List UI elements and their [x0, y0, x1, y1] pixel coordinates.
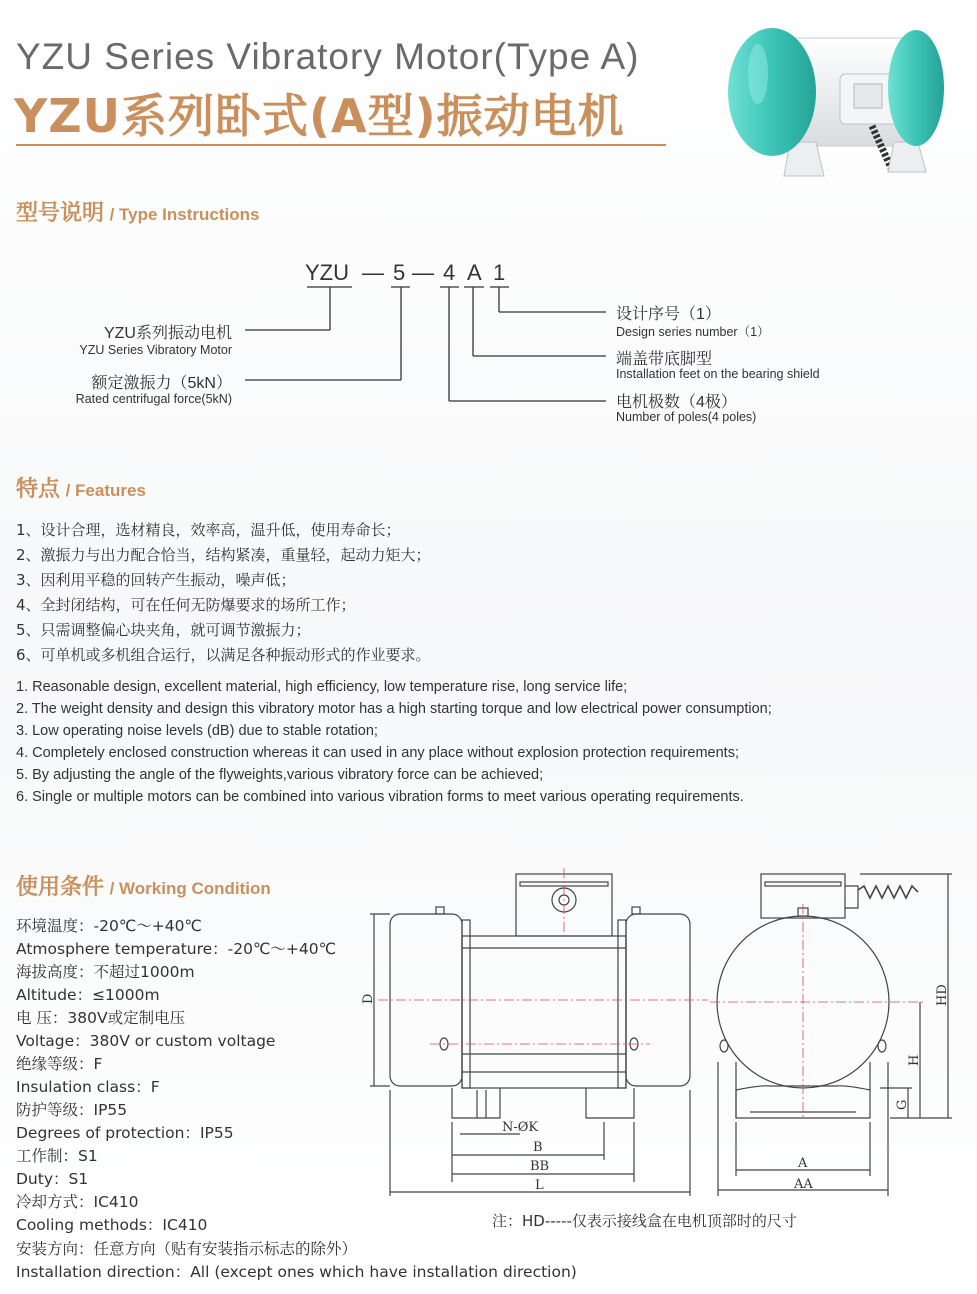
feature-cn-item: 3、因利用平稳的回转产生振动，噪声低；	[16, 571, 296, 589]
dim-label-l: L	[535, 1178, 544, 1193]
section-title-working	[16, 870, 271, 901]
title-english: YZU Series Vibratory Motor(Type A)	[16, 36, 640, 77]
feature-cn-item: 1、设计合理，选材精良，效率高，温升低，使用寿命长；	[16, 521, 401, 539]
condition-item: Degrees of protection：IP55	[16, 1124, 234, 1142]
code-part-poles: 4	[443, 260, 456, 285]
label-install-feet-en: Installation feet on the bearing shield	[616, 367, 820, 381]
condition-item: Altitude：≤1000m	[16, 986, 160, 1004]
dim-label-aa: AA	[794, 1177, 813, 1192]
condition-item: 冷却方式：IC410	[16, 1193, 139, 1211]
section-title-working-cn: 使用条件	[16, 875, 105, 900]
code-part-series: 1	[493, 260, 506, 285]
label-rated-force-cn: 额定激振力（5kN）	[91, 375, 232, 392]
condition-item: Duty：S1	[16, 1170, 89, 1188]
label-motor-series-cn: YZU系列振动电机	[103, 325, 232, 342]
label-design-series-en: Design series number（1）	[616, 325, 770, 339]
dim-label-h: H	[907, 1054, 922, 1066]
dim-label-d: D	[361, 993, 376, 1004]
condition-item: 环境温度：-20℃～+40℃	[16, 917, 202, 935]
code-part-yzu: YZU	[305, 260, 349, 285]
feature-cn-item: 5、只需调整偏心块夹角，就可调节激振力；	[16, 621, 311, 639]
title-chinese: YZU系列卧式(A型)振动电机	[14, 89, 625, 143]
condition-item: Installation direction：All (except ones which have installation direction)	[16, 1263, 577, 1281]
dim-label-nk: N-ØK	[502, 1120, 539, 1135]
condition-item: Cooling methods：IC410	[16, 1216, 208, 1234]
code-part-type: A	[467, 260, 482, 285]
section-title-type	[16, 196, 259, 227]
label-design-series-cn: 设计序号（1）	[616, 306, 721, 323]
section-title-features	[16, 472, 146, 503]
condition-item: Insulation class：F	[16, 1078, 160, 1096]
section-title-features-en: / Features	[65, 481, 146, 500]
condition-item: 安装方向：任意方向（贴有安装指示标志的除外）	[16, 1240, 358, 1258]
dim-label-bb: BB	[530, 1159, 550, 1174]
drawing-note: 注：HD-----仅表示接线盒在电机顶部时的尺寸	[492, 1212, 797, 1230]
condition-item: 工作制：S1	[16, 1147, 98, 1165]
label-motor-series-en: YZU Series Vibratory Motor	[79, 343, 232, 357]
feature-en-item: 3. Low operating noise levels (dB) due to stable rotation;	[16, 723, 378, 739]
title-divider	[16, 144, 666, 146]
condition-item: 绝缘等级：F	[16, 1055, 103, 1073]
condition-item: 电 压：380V或定制电压	[16, 1009, 186, 1027]
motor-product-image	[722, 14, 950, 184]
condition-item: 防护等级：IP55	[16, 1101, 128, 1119]
section-title-type-en: / Type Instructions	[109, 205, 260, 224]
feature-en-item: 5. By adjusting the angle of the flyweights,various vibratory force can be achieved;	[16, 767, 544, 783]
feature-cn-item: 6、可单机或多机组合运行，以满足各种振动形式的作业要求。	[16, 646, 431, 664]
dim-label-a: A	[798, 1156, 808, 1171]
label-install-feet-cn: 端盖带底脚型	[616, 351, 713, 368]
feature-cn-item: 4、全封闭结构，可在任何无防爆要求的场所工作；	[16, 596, 356, 614]
section-title-features-cn: 特点	[16, 477, 61, 502]
dim-label-g: G	[895, 1099, 910, 1110]
section-title-type-cn: 型号说明	[16, 201, 105, 226]
code-part-force: 5	[393, 260, 406, 285]
feature-en-item: 4. Completely enclosed construction whereas it can used in any place without explosion protection requirements;	[16, 745, 739, 761]
condition-item: 海拔高度：不超过1000m	[16, 963, 195, 981]
feature-en-item: 1. Reasonable design, excellent material, high efficiency, low temperature rise, long service life;	[16, 679, 628, 695]
motor-dimension-drawing	[360, 864, 960, 1204]
label-poles-en: Number of poles(4 poles)	[616, 410, 757, 424]
section-title-working-en: / Working Condition	[109, 879, 271, 898]
code-dash-2: —	[412, 260, 434, 285]
dim-label-hd: HD	[935, 984, 950, 1006]
condition-item: Atmosphere temperature：-20℃～+40℃	[16, 940, 337, 958]
feature-cn-item: 2、激振力与出力配合恰当，结构紧凑，重量轻，起动力矩大；	[16, 546, 431, 564]
label-poles-cn: 电机极数（4极）	[616, 394, 737, 411]
dim-label-b: B	[533, 1140, 543, 1155]
label-rated-force-en: Rated centrifugal force(5kN)	[75, 392, 232, 406]
feature-en-item: 6. Single or multiple motors can be combined into various vibration forms to meet various operating requirements.	[16, 789, 744, 805]
code-dash-1: —	[362, 260, 384, 285]
condition-item: Voltage：380V or custom voltage	[16, 1032, 276, 1050]
feature-en-item: 2. The weight density and design this vibratory motor has a high starting torque and low electrical power consumption;	[16, 701, 772, 717]
